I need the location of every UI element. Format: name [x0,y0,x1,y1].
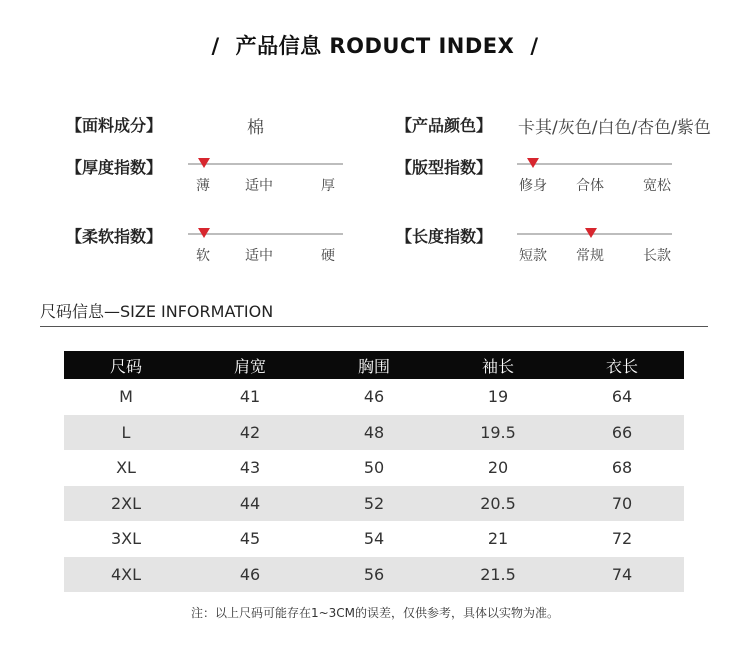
level-marker [198,228,210,238]
softness-label: 【柔软指数】 [66,227,163,246]
table-row [64,521,684,557]
scale-tick-mid: 合体 [576,178,604,194]
cell-shoulder: 44 [188,486,312,522]
scale-tick-low: 软 [196,248,210,264]
cell-length: 70 [560,486,684,522]
title-slash-right: / [530,34,539,58]
size-table [64,351,684,592]
cell-size: 3XL [110,529,142,549]
scale-tick-high: 宽松 [643,178,671,194]
cell-chest: 48 [312,415,436,451]
color-label: 【产品颜色】 [396,116,493,135]
softness-scale [188,226,343,266]
title-text: 产品信息 RODUCT INDEX [235,34,515,58]
scale-track [188,163,343,165]
table-row [64,379,684,415]
cell-length: 64 [611,387,633,407]
cell-chest: 52 [312,486,436,522]
cell-length: 66 [560,415,684,451]
cell-size: L [64,415,188,451]
table-row [64,415,684,451]
scale-tick-mid: 适中 [245,248,273,264]
table-row [64,557,684,593]
scale-tick-high: 长款 [643,248,671,264]
scale-tick-low: 薄 [196,178,210,194]
cell-size: 4XL [64,557,188,593]
cell-size: XL [116,458,136,478]
col-header-shoulder: 肩宽 [188,351,312,379]
cell-sleeve: 19.5 [436,415,560,451]
col-header-sleeve: 袖长 [436,351,560,379]
cell-sleeve: 19 [487,387,509,407]
level-marker [198,158,210,168]
page-title [0,30,750,60]
cell-shoulder: 41 [239,387,261,407]
thickness-label: 【厚度指数】 [66,158,163,177]
scale-track [188,233,343,235]
table-row [64,450,684,486]
scale-tick-high: 硬 [321,248,335,264]
col-header-size: 尺码 [64,351,188,379]
scale-tick-low: 短款 [519,248,547,264]
cell-shoulder: 46 [188,557,312,593]
scale-track [517,163,672,165]
cell-chest: 54 [363,529,385,549]
fit-label: 【版型指数】 [396,158,493,177]
length-label: 【长度指数】 [396,227,493,246]
cell-chest: 56 [312,557,436,593]
color-value: 卡其/灰色/白色/杏色/紫色 [518,118,711,138]
table-row [64,486,684,522]
size-section-title: 尺码信息—SIZE INFORMATION [40,302,274,321]
cell-shoulder: 42 [188,415,312,451]
size-footnote: 注：以上尺码可能存在1~3CM的误差，仅供参考，具体以实物为准。 [190,606,560,620]
cell-sleeve: 20 [487,458,509,478]
cell-chest: 46 [363,387,385,407]
cell-length: 68 [611,458,633,478]
cell-shoulder: 43 [239,458,261,478]
scale-tick-mid: 常规 [576,248,604,264]
cell-shoulder: 45 [239,529,261,549]
cell-size: M [119,387,133,407]
material-label: 【面料成分】 [66,116,163,135]
cell-sleeve: 20.5 [436,486,560,522]
table-header-row [64,351,684,379]
cell-length: 72 [611,529,633,549]
cell-sleeve: 21.5 [436,557,560,593]
length-scale [517,226,672,266]
cell-sleeve: 21 [487,529,509,549]
col-header-length: 衣长 [560,351,684,379]
thickness-scale [188,156,343,196]
scale-tick-mid: 适中 [245,178,273,194]
cell-chest: 50 [363,458,385,478]
title-slash-left: / [211,34,220,58]
level-marker [527,158,539,168]
level-marker [585,228,597,238]
cell-size: 2XL [64,486,188,522]
material-value: 棉 [247,118,264,138]
section-divider [40,326,708,327]
fit-scale [517,156,672,196]
cell-length: 74 [560,557,684,593]
scale-tick-low: 修身 [519,178,547,194]
col-header-chest: 胸围 [312,351,436,379]
scale-tick-high: 厚 [321,178,335,194]
